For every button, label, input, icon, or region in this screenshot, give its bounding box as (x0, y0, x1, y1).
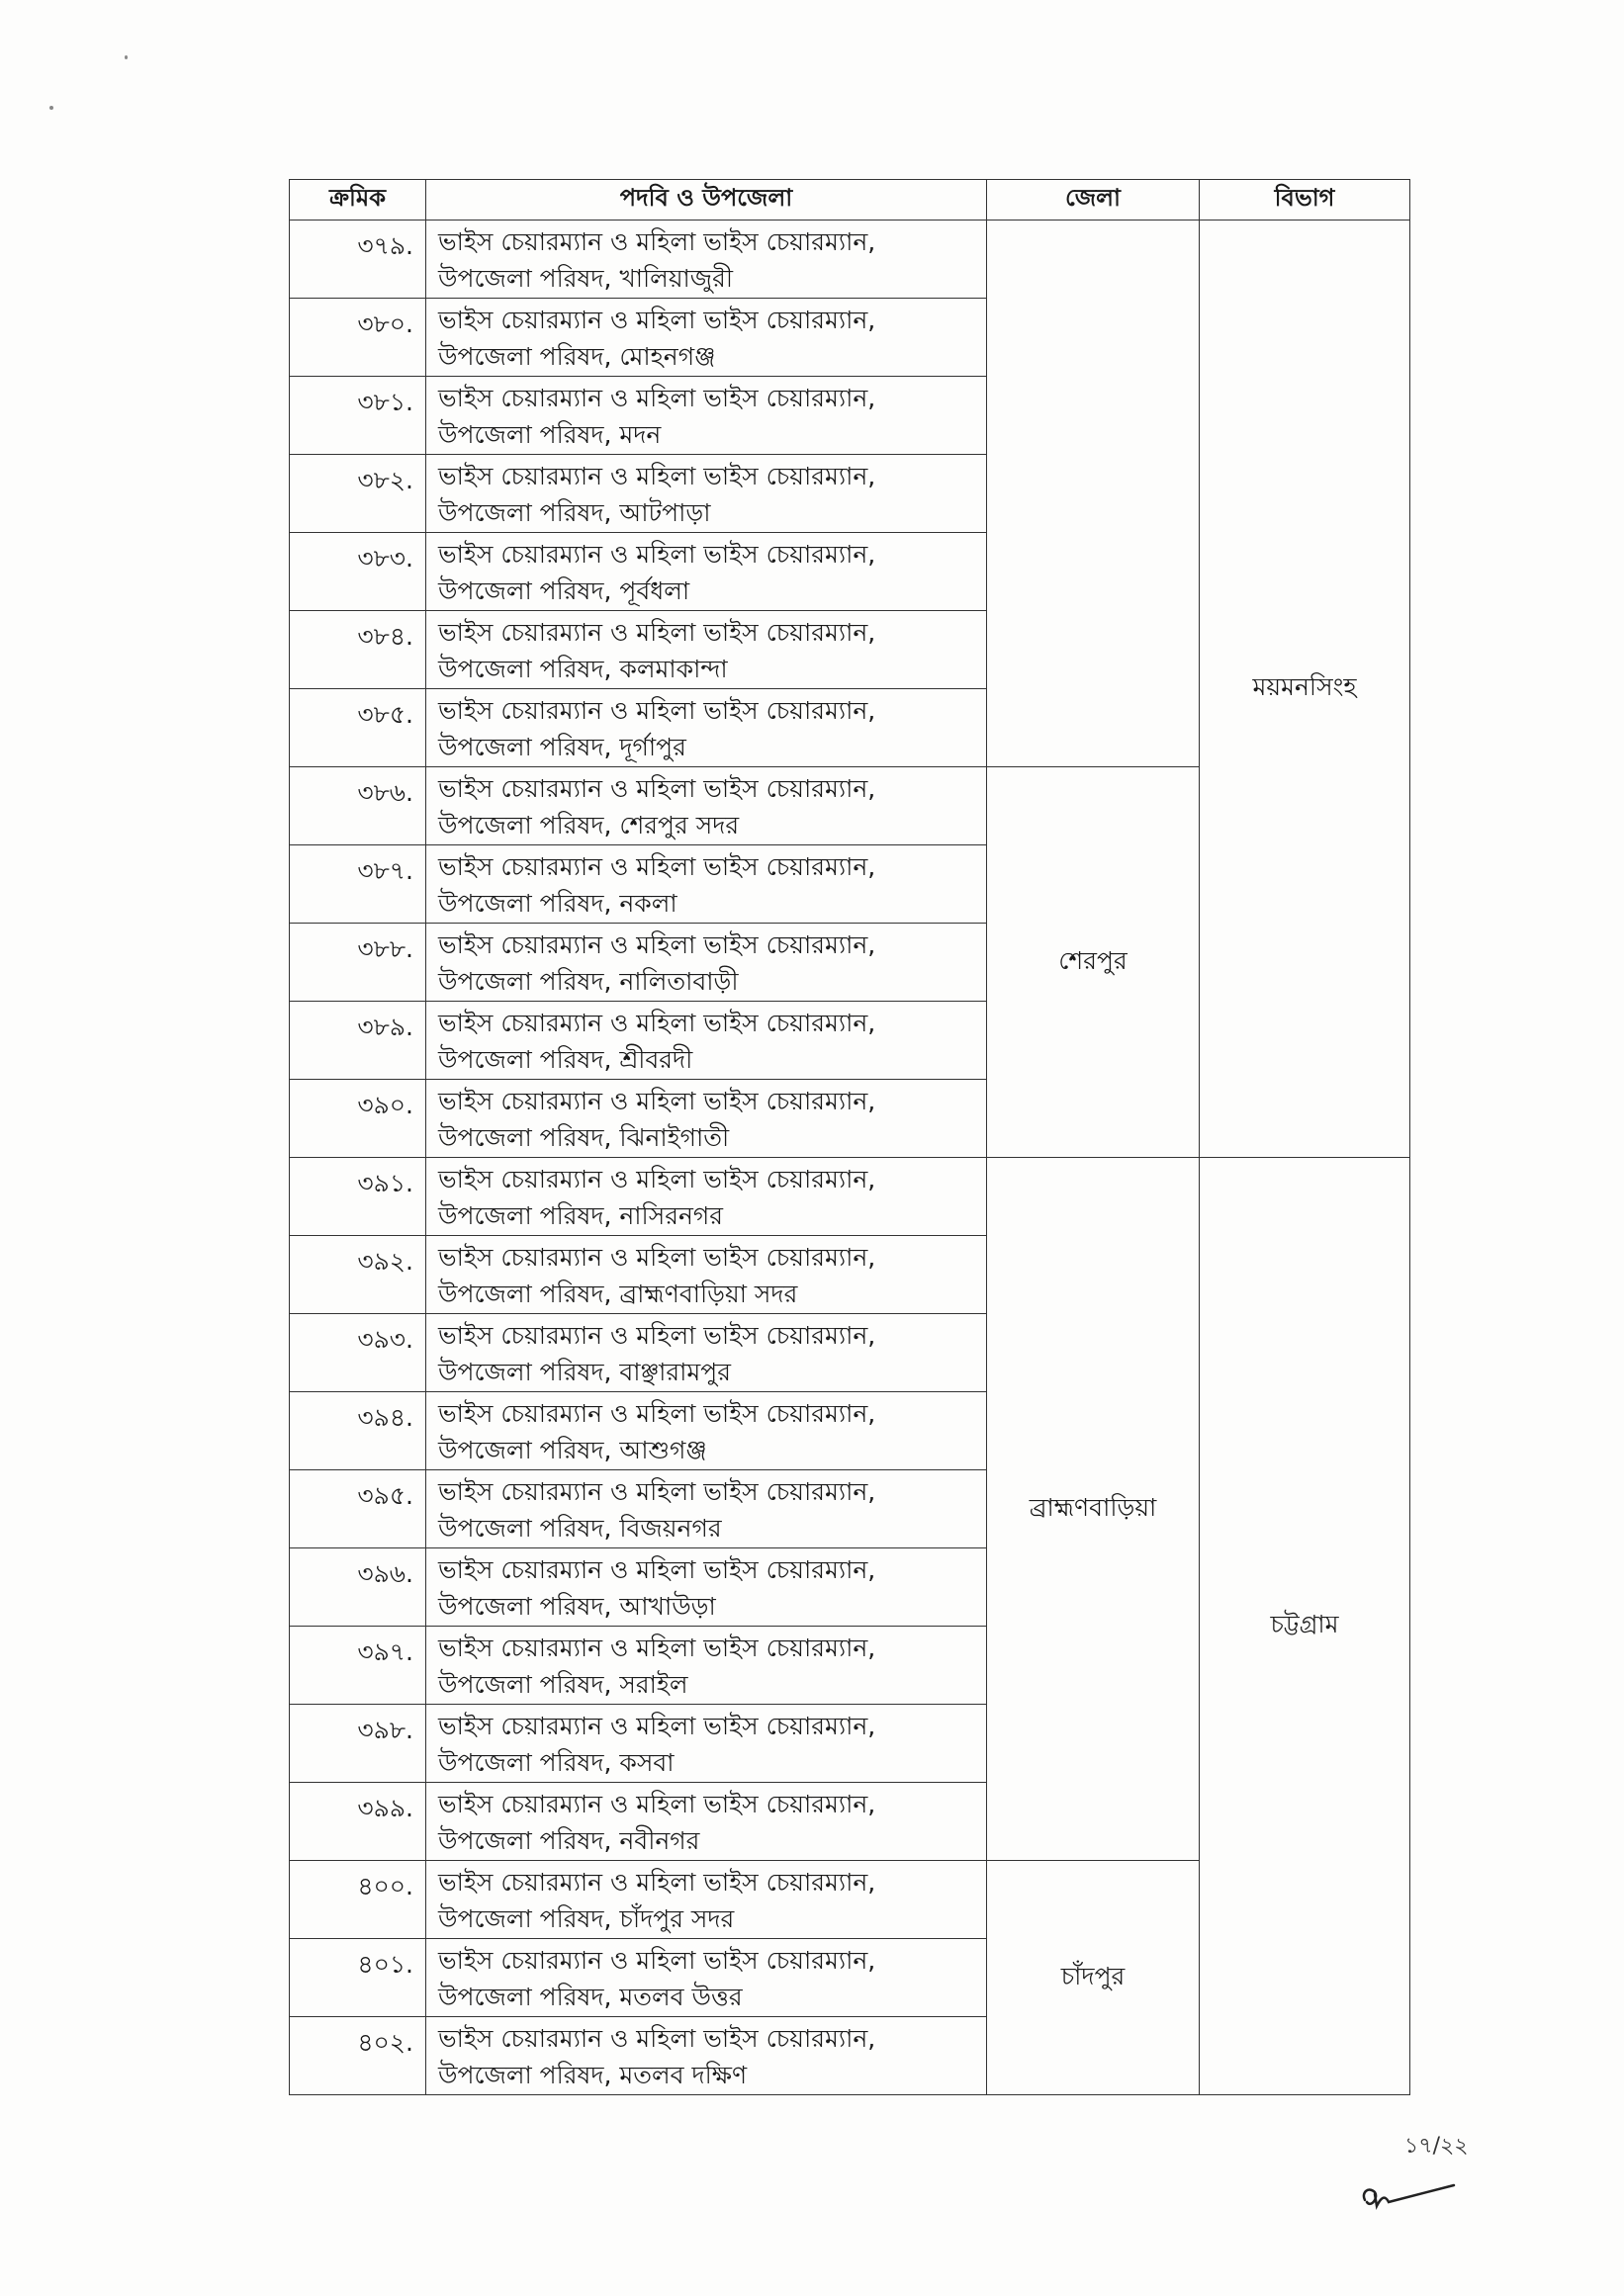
post-line: ভাইস চেয়ারম্যান ও মহিলা ভাইস চেয়ারম্যান, (438, 1087, 876, 1115)
header-serial: ক্রমিক (290, 180, 426, 221)
post-cell (426, 1080, 987, 1158)
scan-speck (125, 55, 128, 59)
upazila-line: উপজেলা পরিষদ, নকলা (438, 889, 677, 918)
serial-cell: ৩৮৯. (290, 1002, 426, 1080)
upazila-line: উপজেলা পরিষদ, নাসিরনগর (438, 1201, 724, 1230)
upazila-line: উপজেলা পরিষদ, দূর্গাপুর (438, 733, 686, 761)
serial-cell: ৪০২. (290, 2017, 426, 2095)
serial-cell: ৩৯২. (290, 1236, 426, 1314)
serial-cell: ৩৯৩. (290, 1314, 426, 1392)
upazila-line: উপজেলা পরিষদ, সরাইল (438, 1670, 688, 1699)
post-cell (426, 1783, 987, 1861)
post-cell (426, 2017, 987, 2095)
post-line: ভাইস চেয়ারম্যান ও মহিলা ভাইস চেয়ারম্যান, (438, 384, 876, 412)
serial-cell: ৩৯০. (290, 1080, 426, 1158)
post-cell (426, 1002, 987, 1080)
upazila-line: উপজেলা পরিষদ, নালিতাবাড়ী (438, 967, 739, 996)
upazila-line: উপজেলা পরিষদ, খালিয়াজুরী (438, 264, 734, 293)
post-cell (426, 1392, 987, 1470)
serial-cell: ৩৮৭. (290, 845, 426, 924)
post-line: ভাইস চেয়ারম্যান ও মহিলা ভাইস চেয়ারম্যান, (438, 774, 876, 803)
post-cell (426, 689, 987, 767)
header-district: জেলা (987, 180, 1200, 221)
upazila-line: উপজেলা পরিষদ, আটপাড়া (438, 498, 711, 527)
upazila-line: উপজেলা পরিষদ, কলমাকান্দা (438, 655, 728, 683)
post-cell (426, 299, 987, 377)
district-cell: চাঁদপুর (987, 1861, 1200, 2095)
post-cell (426, 1705, 987, 1783)
division-cell: ময়মনসিংহ (1200, 221, 1410, 1158)
post-cell (426, 533, 987, 611)
division-cell: চট্টগ্রাম (1200, 1158, 1410, 2095)
upazila-line: উপজেলা পরিষদ, ঝিনাইগাতী (438, 1123, 730, 1152)
post-line: ভাইস চেয়ারম্যান ও মহিলা ভাইস চেয়ারম্যান, (438, 852, 876, 881)
upazila-line: উপজেলা পরিষদ, শ্রীবরদী (438, 1045, 693, 1074)
post-line: ভাইস চেয়ারম্যান ও মহিলা ভাইস চেয়ারম্যান, (438, 1868, 876, 1897)
serial-cell: ৩৮৬. (290, 767, 426, 845)
serial-cell: ৩৯৯. (290, 1783, 426, 1861)
serial-cell: ৩৭৯. (290, 221, 426, 299)
upazila-line: উপজেলা পরিষদ, মদন (438, 420, 662, 449)
district-cell-empty (987, 221, 1200, 767)
serial-cell: ৪০০. (290, 1861, 426, 1939)
post-cell (426, 1861, 987, 1939)
post-line: ভাইস চেয়ারম্যান ও মহিলা ভাইস চেয়ারম্যান, (438, 1477, 876, 1506)
upazila-line: উপজেলা পরিষদ, নবীনগর (438, 1826, 700, 1855)
post-cell (426, 611, 987, 689)
post-cell (426, 1314, 987, 1392)
post-line: ভাইস চেয়ারম্যান ও মহিলা ভাইস চেয়ারম্যান, (438, 1790, 876, 1818)
district-cell: শেরপুর (987, 767, 1200, 1158)
post-cell (426, 845, 987, 924)
post-cell (426, 1236, 987, 1314)
post-line: ভাইস চেয়ারম্যান ও মহিলা ভাইস চেয়ারম্যান, (438, 227, 876, 256)
post-line: ভাইস চেয়ারম্যান ও মহিলা ভাইস চেয়ারম্যান, (438, 1555, 876, 1584)
post-line: ভাইস চেয়ারম্যান ও মহিলা ভাইস চেয়ারম্যান, (438, 1634, 876, 1662)
serial-cell: ৩৮৩. (290, 533, 426, 611)
upazila-line: উপজেলা পরিষদ, আশুগঞ্জ (438, 1436, 707, 1464)
serial-cell: ৪০১. (290, 1939, 426, 2017)
post-line: ভাইস চেয়ারম্যান ও মহিলা ভাইস চেয়ারম্যান, (438, 462, 876, 490)
post-cell (426, 924, 987, 1002)
serial-cell: ৩৯৪. (290, 1392, 426, 1470)
serial-cell: ৩৮৮. (290, 924, 426, 1002)
post-line: ভাইস চেয়ারম্যান ও মহিলা ভাইস চেয়ারম্যান, (438, 2024, 876, 2053)
upazila-line: উপজেলা পরিষদ, মতলব দক্ষিণ (438, 2061, 748, 2089)
post-cell (426, 455, 987, 533)
serial-cell: ৩৯৬. (290, 1548, 426, 1627)
post-cell (426, 221, 987, 299)
header-division: বিভাগ (1200, 180, 1410, 221)
upazila-line: উপজেলা পরিষদ, চাঁদপুর সদর (438, 1904, 735, 1933)
upazila-line: উপজেলা পরিষদ, মোহনগঞ্জ (438, 342, 716, 371)
page-number: ১৭/২২ (1404, 2134, 1469, 2159)
table-header-row (290, 180, 1410, 221)
table-row (290, 221, 1410, 299)
post-line: ভাইস চেয়ারম্যান ও মহিলা ভাইস চেয়ারম্যান, (438, 1009, 876, 1037)
signature-icon (1355, 2170, 1464, 2220)
serial-cell: ৩৮৫. (290, 689, 426, 767)
post-line: ভাইস চেয়ারম্যান ও মহিলা ভাইস চেয়ারম্যান, (438, 1399, 876, 1428)
upazila-line: উপজেলা পরিষদ, আখাউড়া (438, 1592, 716, 1621)
post-line: ভাইস চেয়ারম্যান ও মহিলা ভাইস চেয়ারম্যান, (438, 1946, 876, 1975)
post-line: ভাইস চেয়ারম্যান ও মহিলা ভাইস চেয়ারম্যান, (438, 306, 876, 334)
scan-speck (49, 106, 53, 110)
post-line: ভাইস চেয়ারম্যান ও মহিলা ভাইস চেয়ারম্যান, (438, 1165, 876, 1193)
upazila-line: উপজেলা পরিষদ, কসবা (438, 1748, 675, 1777)
upazila-line: উপজেলা পরিষদ, বাঞ্ছারামপুর (438, 1358, 731, 1386)
post-cell (426, 377, 987, 455)
post-cell (426, 1158, 987, 1236)
serial-cell: ৩৮১. (290, 377, 426, 455)
serial-cell: ৩৯৮. (290, 1705, 426, 1783)
upazila-line: উপজেলা পরিষদ, শেরপুর সদর (438, 811, 740, 839)
upazila-line: উপজেলা পরিষদ, মতলব উত্তর (438, 1983, 743, 2011)
upazila-line: উপজেলা পরিষদ, বিজয়নগর (438, 1514, 722, 1543)
upazila-table (289, 179, 1410, 2095)
post-cell (426, 1939, 987, 2017)
post-line: ভাইস চেয়ারম্যান ও মহিলা ভাইস চেয়ারম্যান, (438, 1243, 876, 1272)
post-cell (426, 1548, 987, 1627)
serial-cell: ৩৯৭. (290, 1627, 426, 1705)
post-line: ভাইস চেয়ারম্যান ও মহিলা ভাইস চেয়ারম্যান, (438, 1321, 876, 1350)
upazila-line: উপজেলা পরিষদ, পূর্বধলা (438, 576, 690, 605)
serial-cell: ৩৮০. (290, 299, 426, 377)
header-post-upazila: পদবি ও উপজেলা (426, 180, 987, 221)
post-line: ভাইস চেয়ারম্যান ও মহিলা ভাইস চেয়ারম্যান, (438, 618, 876, 647)
post-line: ভাইস চেয়ারম্যান ও মহিলা ভাইস চেয়ারম্যান, (438, 1712, 876, 1740)
upazila-line: উপজেলা পরিষদ, ব্রাহ্মণবাড়িয়া সদর (438, 1280, 798, 1308)
serial-cell: ৩৮২. (290, 455, 426, 533)
post-cell (426, 1470, 987, 1548)
serial-cell: ৩৮৪. (290, 611, 426, 689)
post-line: ভাইস চেয়ারম্যান ও মহিলা ভাইস চেয়ারম্যান, (438, 540, 876, 569)
post-cell (426, 1627, 987, 1705)
post-line: ভাইস চেয়ারম্যান ও মহিলা ভাইস চেয়ারম্যান, (438, 930, 876, 959)
post-cell (426, 767, 987, 845)
serial-cell: ৩৯৫. (290, 1470, 426, 1548)
post-line: ভাইস চেয়ারম্যান ও মহিলা ভাইস চেয়ারম্যান, (438, 696, 876, 725)
serial-cell: ৩৯১. (290, 1158, 426, 1236)
table-row (290, 1158, 1410, 1236)
district-cell: ব্রাহ্মণবাড়িয়া (987, 1158, 1200, 1861)
